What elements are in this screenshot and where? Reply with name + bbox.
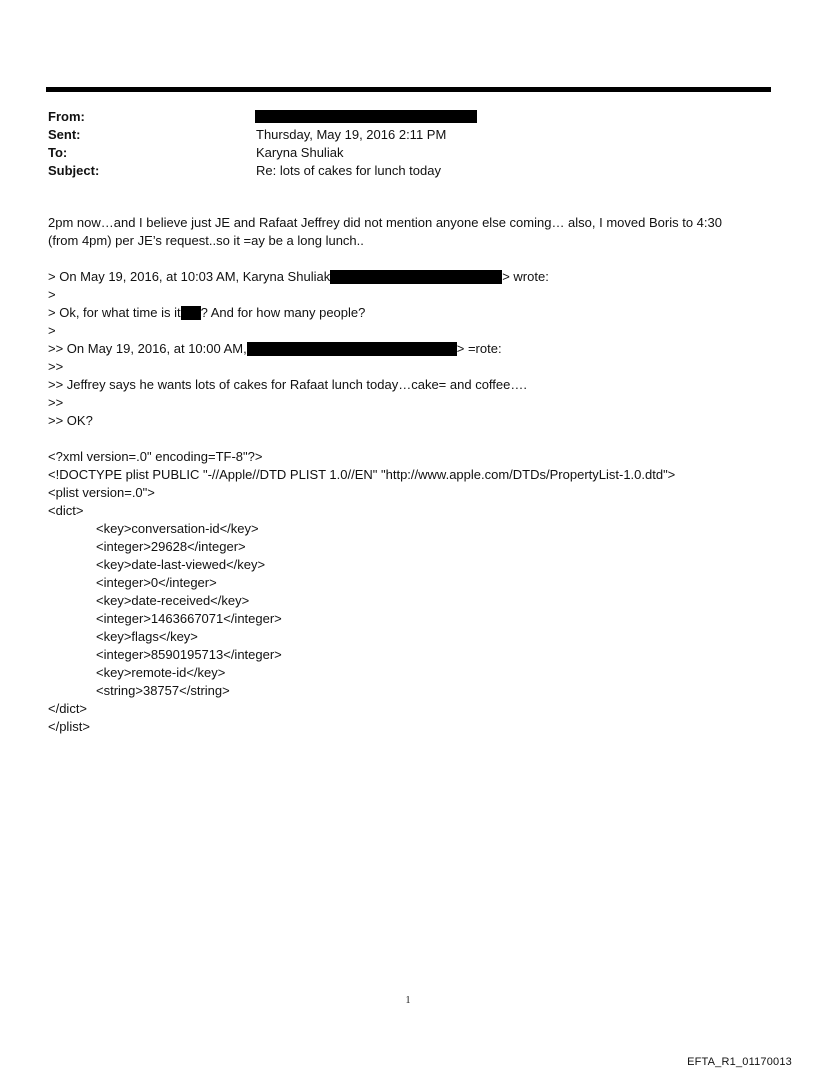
xml-line-9: <key>date-received</key>	[96, 593, 250, 608]
message-body	[48, 214, 748, 736]
quote-line-2: >	[48, 287, 56, 302]
xml-line-7: <key>date-last-viewed</key>	[96, 557, 266, 572]
from-row	[48, 108, 748, 126]
quote-line-3: > Ok, for what time is it ? And for how many people?	[48, 305, 366, 320]
from-label: From:	[48, 109, 85, 124]
xml-line-2: <!DOCTYPE plist PUBLIC "-//Apple//DTD PLIST 1.0//EN" "http://www.apple.com/DTDs/PropertyList-1.0.dtd">	[48, 467, 676, 482]
quote-line-9: >> OK?	[48, 413, 93, 428]
to-label: To:	[48, 145, 68, 160]
subject-row	[48, 162, 748, 180]
redaction-time	[181, 306, 201, 320]
redaction-email	[330, 270, 502, 284]
xml-line-10: <integer>1463667071</integer>	[96, 611, 282, 626]
xml-line-3: <plist version=.0">	[48, 485, 155, 500]
body-line-2: (from 4pm) per JE’s request..so it =ay be a long lunch..	[48, 233, 364, 248]
quote-line-7: >> Jeffrey says he wants lots of cakes for Rafaat lunch today…cake= and coffee….	[48, 377, 527, 392]
body-line-1: 2pm now…and I believe just JE and Rafaat Jeffrey did not mention anyone else coming… also, I moved Boris to 4:30	[48, 215, 722, 230]
xml-line-1: <?xml version=.0" encoding=TF-8"?>	[48, 449, 263, 464]
quote-line-8: >>	[48, 395, 64, 410]
quote-line-1: > On May 19, 2016, at 10:03 AM, Karyna Shuliak > wrote:	[48, 269, 549, 284]
redaction-sender	[247, 342, 457, 356]
quote-line-5: >> On May 19, 2016, at 10:00 AM, > =rote:	[48, 341, 502, 356]
quote-line-4: >	[48, 323, 56, 338]
subject-value: Re: lots of cakes for lunch today	[256, 163, 441, 178]
page-number: 1	[405, 995, 411, 1006]
to-value: Karyna Shuliak	[256, 145, 344, 160]
to-row	[48, 144, 748, 162]
xml-line-4: <dict>	[48, 503, 84, 518]
sent-row	[48, 126, 748, 144]
xml-line-6: <integer>29628</integer>	[96, 539, 246, 554]
xml-line-12: <integer>8590195713</integer>	[96, 647, 282, 662]
sent-value: Thursday, May 19, 2016 2:11 PM	[256, 127, 447, 142]
quote-line-6: >>	[48, 359, 64, 374]
xml-line-13: <key>remote-id</key>	[96, 665, 226, 680]
xml-line-5: <key>conversation-id</key>	[96, 521, 259, 536]
xml-line-11: <key>flags</key>	[96, 629, 198, 644]
subject-label: Subject:	[48, 163, 100, 178]
xml-line-15: </dict>	[48, 701, 88, 716]
bates-stamp: EFTA_R1_01170013	[687, 1056, 792, 1068]
xml-line-8: <integer>0</integer>	[96, 575, 217, 590]
header-rule	[46, 87, 771, 92]
xml-line-14: <string>38757</string>	[96, 683, 230, 698]
sent-label: Sent:	[48, 127, 81, 142]
xml-line-16: </plist>	[48, 719, 90, 734]
